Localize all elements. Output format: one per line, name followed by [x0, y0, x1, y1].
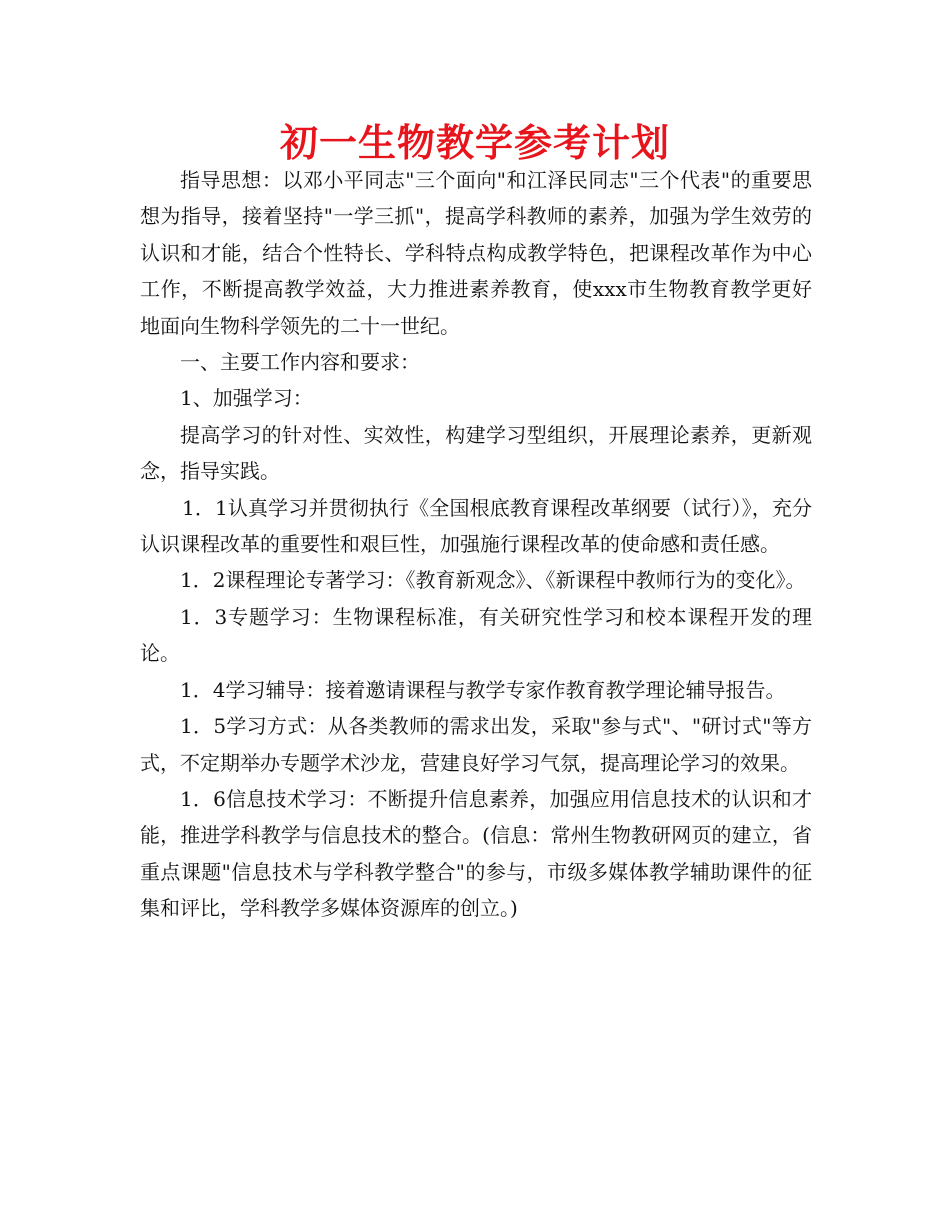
list-item-1-3: 1．3专题学习：生物课程标准，有关研究性学习和校本课程开发的理论。 [140, 604, 812, 666]
section-heading-main-work: 一、主要工作内容和要求： [180, 350, 420, 375]
list-item-1-2: 1．2课程理论专著学习：《教育新观念》、《新课程中教师行为的变化》。 [180, 568, 806, 593]
document-body [140, 162, 812, 927]
paragraph-guiding-thought: 指导思想：以邓小平同志"三个面向"和江泽民同志"三个代表"的重要思想为指导，接着坚持"一学三抓"，提高学科教师的素养，加强为学生效劳的认识和才能，结合个性特长、学科特点构成教学特色，把课程改革作为中心工作，不断提高教学效益，大力推进素养教育，使xxx市生物教育教学更好地面向生物科学领先的二十一世纪。 [140, 168, 812, 338]
subsection-heading-study: 1、加强学习： [180, 386, 313, 411]
list-item-1-1: 1．1认真学习并贯彻执行《全国根底教育课程改革纲要（试行）》，充分认识课程改革的重要性和艰巨性，加强施行课程改革的使命感和责任感。 [140, 495, 812, 557]
paragraph-study-intro: 提高学习的针对性、实效性，构建学习型组织，开展理论素养，更新观念，指导实践。 [140, 422, 812, 484]
list-item-1-4: 1．4学习辅导：接着邀请课程与教学专家作教育教学理论辅导报告。 [180, 677, 786, 702]
list-item-1-6: 1．6信息技术学习：不断提升信息素养，加强应用信息技术的认识和才能，推进学科教学与信息技术的整合。(信息：常州生物教研网页的建立，省重点课题"信息技术与学科教学整合"的参与，市级多媒体教学辅助课件的征集和评比，学科教学多媒体资源库的创立。) [140, 786, 812, 921]
document-title: 初一生物教学参考计划 [279, 121, 670, 165]
list-item-1-5: 1．5学习方式：从各类教师的需求出发，采取"参与式"、"研讨式"等方式，不定期举办专题学术沙龙，营建良好学习气氛，提高理论学习的效果。 [140, 714, 812, 775]
